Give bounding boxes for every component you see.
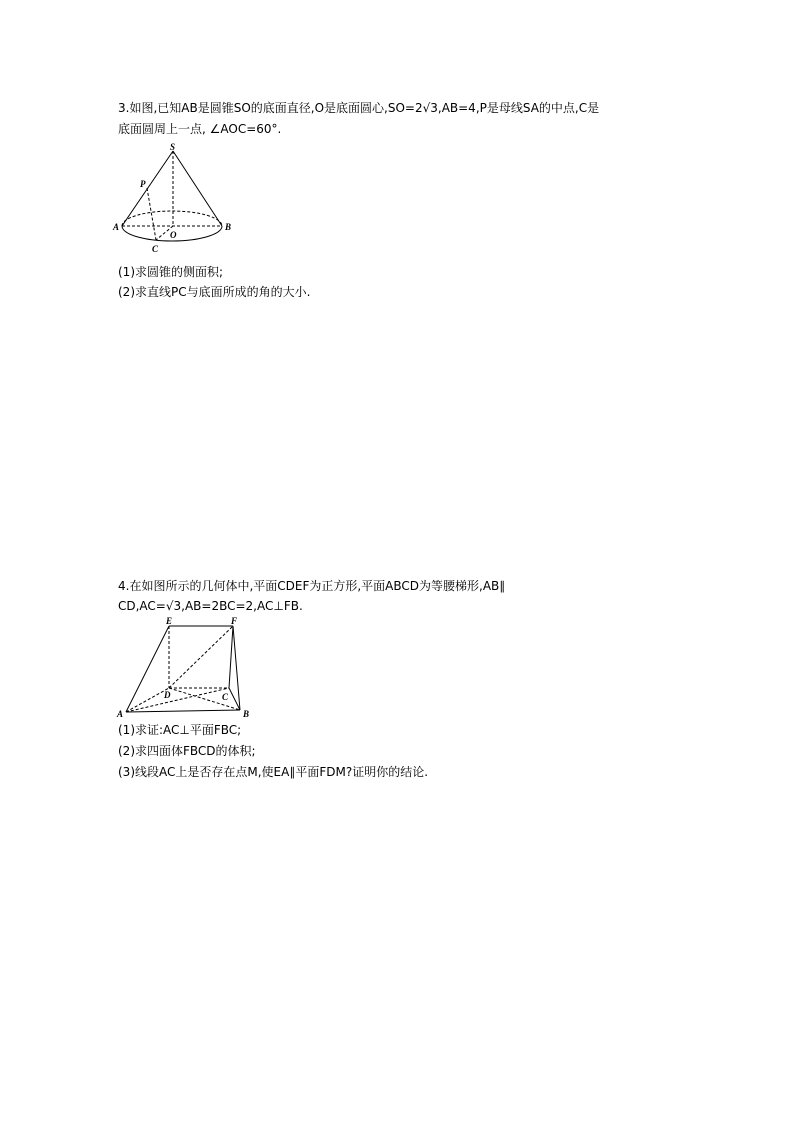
problem3-statement-line2: 底面圆周上一点, ∠AOC=60°.	[118, 122, 282, 136]
label-A: A	[113, 222, 120, 232]
label-O: O	[170, 230, 177, 240]
edge-DF	[169, 626, 233, 688]
label-B: B	[225, 222, 232, 232]
problem3-statement-line1: 3.如图,已知AB是圆锥SO的底面直径,O是底面圆心,SO=2√3,AB=4,P是母线SA的中点,C是	[118, 101, 600, 115]
edge-AB	[126, 710, 240, 712]
cone-base-back-arc	[122, 211, 222, 226]
label-E: E	[166, 616, 173, 626]
label-F: F	[231, 616, 238, 626]
label-P: P	[140, 179, 146, 189]
problem3-question-2: (2)求直线PC与底面所成的角的大小.	[118, 285, 311, 299]
problem4-statement-line2: CD,AC=√3,AB=2BC=2,AC⊥FB.	[118, 599, 303, 613]
problem4-question-3: (3)线段AC上是否存在点M,使EA∥平面FDM?证明你的结论.	[118, 765, 429, 779]
edge-FC	[229, 626, 233, 688]
label-A: A	[117, 709, 124, 719]
problem4-question-1: (1)求证:AC⊥平面FBC;	[118, 723, 242, 737]
label-B: B	[243, 709, 250, 719]
label-C: C	[152, 244, 159, 254]
cone-segment-PC	[147, 188, 156, 240]
edge-AC	[126, 688, 229, 712]
problem4-statement-line1: 4.在如图所示的几何体中,平面CDEF为正方形,平面ABCD为等腰梯形,AB∥	[118, 579, 506, 593]
label-C: C	[222, 692, 229, 702]
label-D: D	[164, 690, 171, 700]
label-S: S	[170, 142, 176, 152]
problem4-question-2: (2)求四面体FBCD的体积;	[118, 744, 256, 758]
cone-edge-SB	[173, 151, 222, 226]
cone-figure	[112, 142, 232, 254]
solid-figure	[112, 614, 257, 720]
edge-AE	[126, 626, 169, 712]
problem3-question-1: (1)求圆锥的侧面积;	[118, 265, 224, 279]
